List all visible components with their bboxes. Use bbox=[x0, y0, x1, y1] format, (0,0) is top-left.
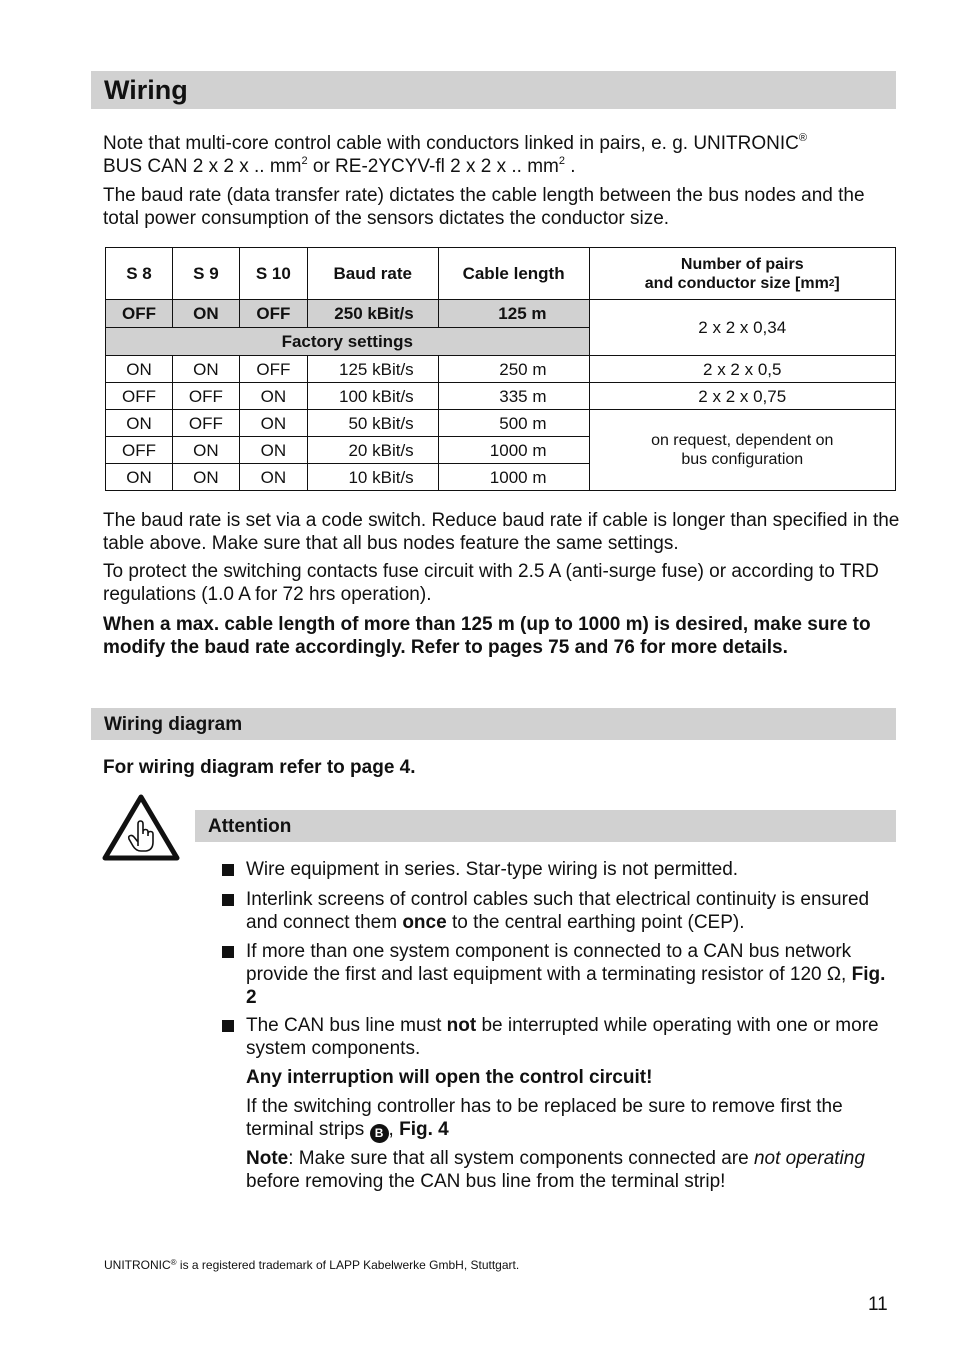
attention-heading-bar bbox=[195, 810, 896, 842]
table-cell: ON bbox=[172, 300, 239, 328]
bullet-square-icon bbox=[222, 946, 234, 958]
bullet-text: Interlink screens of control cables such that electrical continuity is ensured and connect them once to the central earthing point (CEP). bbox=[246, 889, 870, 933]
table-cell: ON bbox=[239, 464, 307, 491]
table-cell: ON bbox=[239, 383, 307, 410]
table-cell: 250 kBit/s bbox=[307, 300, 438, 328]
trademark-footnote: UNITRONIC® is a registered trademark of LAPP Kabelwerke GmbH, Stuttgart. bbox=[104, 1258, 520, 1272]
superscript-2: 2 bbox=[301, 155, 308, 167]
bullet-square-icon bbox=[222, 864, 234, 876]
table-cell: ON bbox=[239, 410, 307, 437]
page-title: Wiring bbox=[104, 75, 188, 105]
table-cell: OFF bbox=[106, 437, 173, 464]
header-s10: S 10 bbox=[239, 248, 307, 300]
section-heading-bar bbox=[91, 71, 896, 109]
table-cell: 20 kBit/s bbox=[307, 437, 438, 464]
operating-note: Note: Make sure that all system components connected are not operating before removing the CAN bus line from the terminal strip! bbox=[246, 1148, 865, 1192]
factory-settings-label: Factory settings bbox=[106, 328, 590, 356]
wiring-diagram-heading: Wiring diagram bbox=[104, 714, 243, 735]
table-header-row bbox=[106, 248, 896, 300]
attention-heading: Attention bbox=[208, 816, 292, 837]
table-cell: OFF bbox=[239, 356, 307, 383]
table-cell: 500 m bbox=[438, 410, 589, 437]
table-cell: 1000 m bbox=[438, 464, 589, 491]
table-row bbox=[106, 383, 896, 410]
interruption-warning: Any interruption will open the control circuit! bbox=[246, 1067, 653, 1088]
header-s8: S 8 bbox=[106, 248, 173, 300]
table-cell: ON bbox=[172, 356, 239, 383]
table-cell: OFF bbox=[172, 383, 239, 410]
intro-text-c: or RE-2YCYV-fl 2 x 2 x .. mm bbox=[307, 156, 559, 177]
factory-size-cell: 2 x 2 x 0,34 bbox=[589, 300, 896, 356]
intro-text-b: BUS CAN 2 x 2 x .. mm bbox=[103, 156, 302, 177]
table-cell: 125 m bbox=[438, 300, 589, 328]
table-row bbox=[106, 410, 896, 437]
page-number: 11 bbox=[868, 1294, 888, 1315]
header-cable-length: Cable length bbox=[438, 248, 589, 300]
baud-rate-table bbox=[105, 247, 896, 491]
baud-rate-paragraph: The baud rate is set via a code switch. Reduce baud rate if cable is longer than specified in the table above. Make sure that all bus nodes feature the same settings. bbox=[103, 510, 900, 554]
table-cell: OFF bbox=[106, 383, 173, 410]
table-cell: ON bbox=[106, 356, 173, 383]
table-cell: OFF bbox=[172, 410, 239, 437]
bullet-text: If more than one system component is connected to a CAN bus network provide the first and last equipment with a terminating resistor of 120 Ω, Fig. 2 bbox=[246, 941, 886, 1008]
table-cell: OFF bbox=[239, 300, 307, 328]
table-cell: ON bbox=[239, 437, 307, 464]
table-cell: 100 kBit/s bbox=[307, 383, 438, 410]
intro-paragraph-1 bbox=[103, 132, 903, 178]
intro-text-d: . bbox=[565, 156, 576, 177]
bullet-text: The CAN bus line must not be interrupted while operating with one or more system components. bbox=[246, 1015, 879, 1059]
table-cell: 10 kBit/s bbox=[307, 464, 438, 491]
table-cell: 250 m bbox=[438, 356, 589, 383]
warning-hand-icon bbox=[102, 794, 180, 862]
header-baud-rate: Baud rate bbox=[307, 248, 438, 300]
table-cell: OFF bbox=[106, 300, 173, 328]
bullet-text: Wire equipment in series. Star-type wiring is not permitted. bbox=[246, 859, 739, 880]
table-cell: ON bbox=[106, 410, 173, 437]
bullet-square-icon bbox=[222, 1020, 234, 1032]
cable-length-warning: When a max. cable length of more than 125 m (up to 1000 m) is desired, make sure to modify the baud rate accordingly. Refer to pages 75 and 76 for more details. bbox=[103, 614, 871, 658]
wiring-diagram-reference: For wiring diagram refer to page 4. bbox=[103, 757, 416, 778]
table-cell: 1000 m bbox=[438, 437, 589, 464]
factory-row bbox=[106, 300, 896, 328]
table-row bbox=[106, 356, 896, 383]
intro-text-a: Note that multi-core control cable with conductors linked in pairs, e. g. UNITRONIC bbox=[103, 133, 799, 154]
size-note-cell: on request, dependent on bus configuration bbox=[589, 410, 896, 491]
registered-mark: ® bbox=[798, 132, 807, 144]
wiring-diagram-heading-bar bbox=[91, 708, 896, 740]
table-cell: ON bbox=[106, 464, 173, 491]
replacement-instruction: If the switching controller has to be replaced be sure to remove first the terminal strips B , Fig. 4 bbox=[246, 1095, 896, 1143]
table-cell: 2 x 2 x 0,75 bbox=[589, 383, 896, 410]
table-cell: 125 kBit/s bbox=[307, 356, 438, 383]
header-pairs-size: Number of pairs and conductor size $[mm^2]$ bbox=[589, 248, 896, 300]
fuse-paragraph: To protect the switching contacts fuse circuit with 2.5 A (anti-surge fuse) or according to TRD regulations (1.0 A for 72 hrs operation). bbox=[103, 561, 879, 605]
header-s9: S 9 bbox=[172, 248, 239, 300]
table-cell: 335 m bbox=[438, 383, 589, 410]
table-cell: 2 x 2 x 0,5 bbox=[589, 356, 896, 383]
bullet-square-icon bbox=[222, 894, 234, 906]
terminal-strip-b-badge: B bbox=[370, 1124, 389, 1143]
intro-paragraph-2: The baud rate (data transfer rate) dictates the cable length between the bus nodes and the total power consumption of the sensors dictates the conductor size. bbox=[103, 185, 865, 229]
table-cell: ON bbox=[172, 464, 239, 491]
table-cell: 50 kBit/s bbox=[307, 410, 438, 437]
table-cell: ON bbox=[172, 437, 239, 464]
superscript-2: 2 bbox=[558, 155, 566, 167]
